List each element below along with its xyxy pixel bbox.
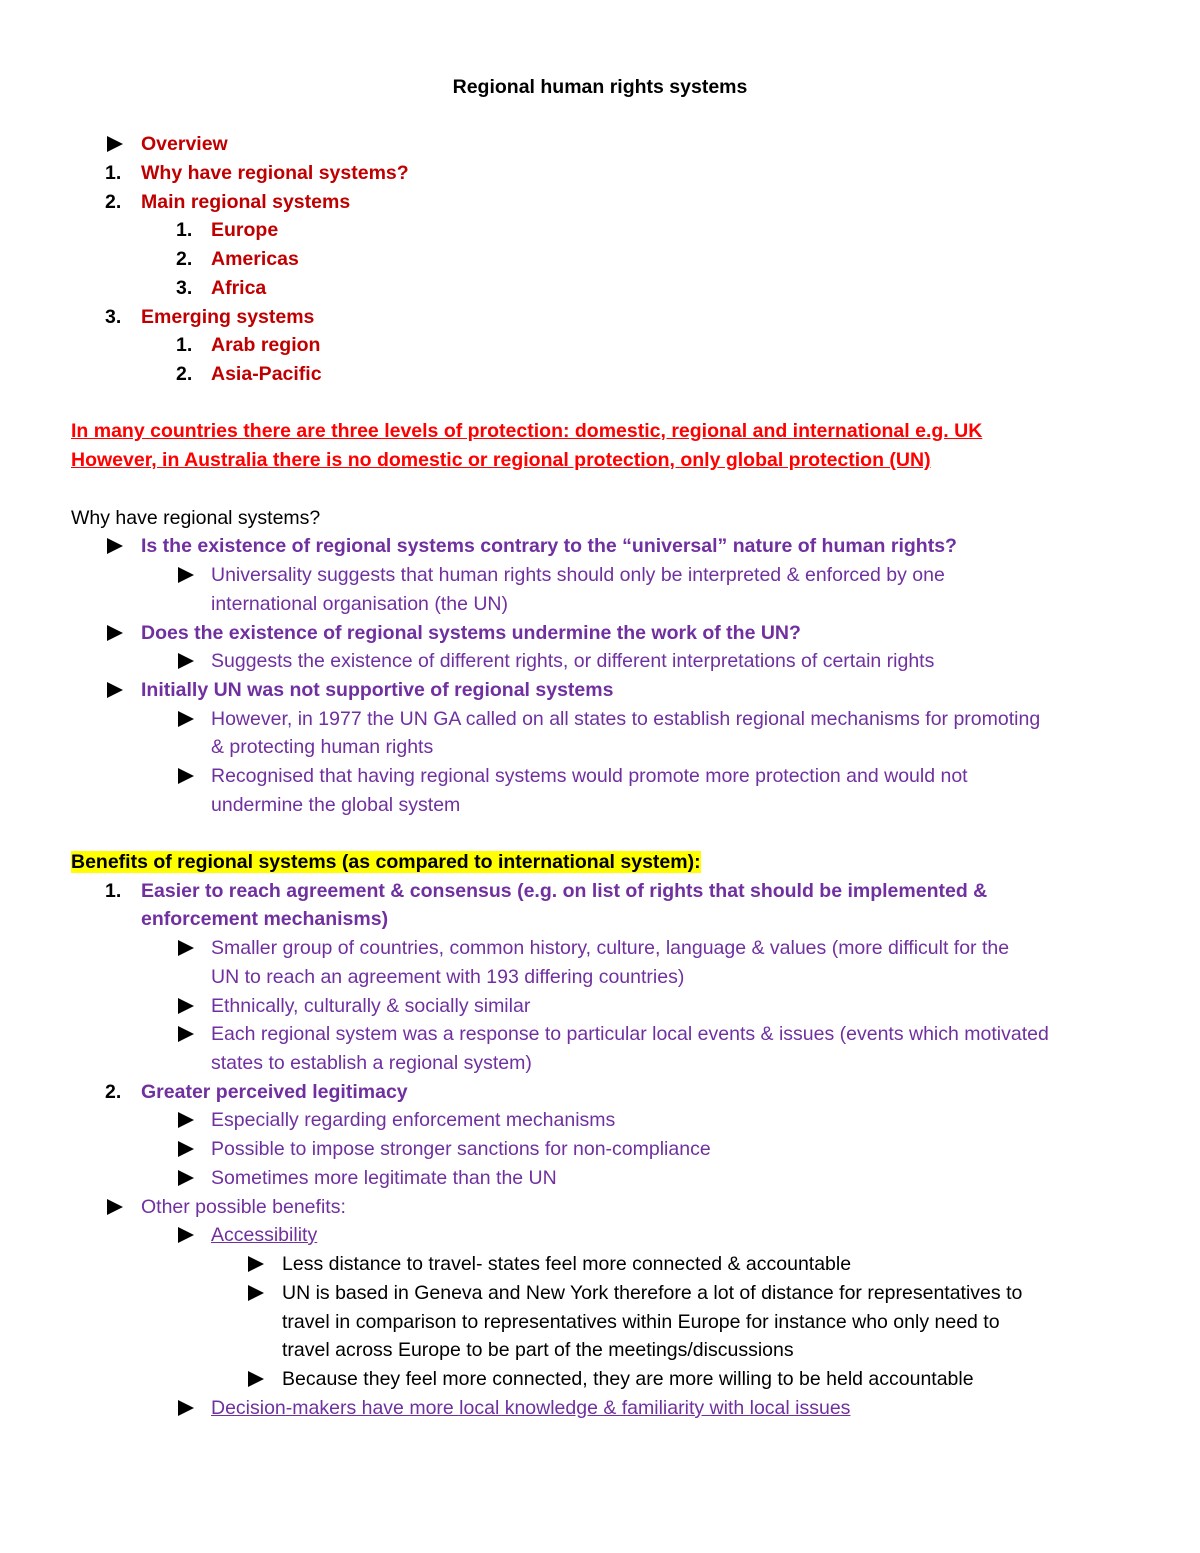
bullet-triangle-icon	[178, 653, 194, 669]
bullet-triangle-icon	[107, 625, 123, 641]
bullet-triangle-icon	[178, 1170, 194, 1186]
bullet-text: Recognised that having regional systems would promote more protection and would not	[211, 765, 968, 787]
bullet-triangle-icon	[107, 1199, 123, 1215]
bullet-triangle-icon	[107, 682, 123, 698]
bullet-triangle-icon	[178, 567, 194, 583]
bullet-text: Other possible benefits:	[141, 1196, 346, 1218]
bullet-triangle-icon	[178, 1141, 194, 1157]
outline-label: Africa	[211, 277, 267, 299]
section-heading: Why have regional systems?	[71, 507, 321, 529]
bullet-text: Because they feel more connected, they are more willing to be held accountable	[282, 1368, 974, 1390]
bullet-text: Decision-makers have more local knowledge & familiarity with local issues	[211, 1397, 851, 1419]
bullet-text: travel in comparison to representatives within Europe for instance who only need to	[282, 1311, 1000, 1333]
bullet-text: Universality suggests that human rights should only be interpreted & enforced by one	[211, 564, 945, 586]
bullet-triangle-icon	[178, 998, 194, 1014]
bullet-text: UN is based in Geneva and New York therefore a lot of distance for representatives to	[282, 1282, 1023, 1304]
list-number: 1.	[176, 219, 193, 241]
bullet-triangle-icon	[178, 1227, 194, 1243]
benefit-text: Easier to reach agreement & consensus (e.g. on list of rights that should be implemented &	[141, 880, 988, 902]
protection-note-line: However, in Australia there is no domestic or regional protection, only global protection (UN)	[71, 449, 931, 471]
bullet-triangle-icon	[248, 1256, 264, 1272]
bullet-triangle-icon	[248, 1285, 264, 1301]
outline-label: Main regional systems	[141, 191, 351, 213]
outline-label: Emerging systems	[141, 306, 315, 328]
list-number: 2.	[105, 191, 122, 213]
bullet-text: Smaller group of countries, common history, culture, language & values (more difficult for the	[211, 937, 1010, 959]
document-title: Regional human rights systems	[452, 76, 748, 98]
overview-label: Overview	[141, 133, 228, 155]
bullet-text: Suggests the existence of different rights, or different interpretations of certain rights	[211, 650, 935, 672]
bullet-text: & protecting human rights	[211, 736, 434, 758]
bullet-triangle-icon	[178, 1400, 194, 1416]
list-number: 2.	[176, 248, 193, 270]
outline-label: Arab region	[211, 334, 321, 356]
bullet-triangle-icon	[178, 1112, 194, 1128]
list-number: 1.	[176, 334, 193, 356]
outline-label: Why have regional systems?	[141, 162, 409, 184]
list-number: 1.	[105, 162, 122, 184]
list-number: 2.	[105, 1081, 122, 1103]
list-number: 3.	[176, 277, 193, 299]
bullet-triangle-icon	[178, 940, 194, 956]
benefit-text: Greater perceived legitimacy	[141, 1081, 408, 1103]
bullet-text: undermine the global system	[211, 794, 461, 816]
bullet-text: Each regional system was a response to particular local events & issues (events which motivated	[211, 1023, 1049, 1045]
benefit-text: enforcement mechanisms)	[141, 908, 389, 930]
section-heading	[71, 849, 701, 875]
question-text: Is the existence of regional systems contrary to the “universal” nature of human rights?	[141, 535, 957, 557]
bullet-triangle-icon	[178, 768, 194, 784]
outline-label: Asia-Pacific	[211, 363, 322, 385]
bullet-triangle-icon	[178, 1026, 194, 1042]
bullet-text: travel across Europe to be part of the meetings/discussions	[282, 1339, 794, 1361]
bullet-triangle-icon	[178, 711, 194, 727]
bullet-text: Less distance to travel- states feel more connected & accountable	[282, 1253, 852, 1275]
outline-label: Americas	[211, 248, 299, 270]
question-text: Does the existence of regional systems undermine the work of the UN?	[141, 622, 801, 644]
list-number: 3.	[105, 306, 122, 328]
list-number: 1.	[105, 880, 122, 902]
bullet-text: UN to reach an agreement with 193 differing countries)	[211, 966, 685, 988]
bullet-text: states to establish a regional system)	[211, 1052, 532, 1074]
bullet-text: Especially regarding enforcement mechanisms	[211, 1109, 616, 1131]
bullet-triangle-icon	[107, 136, 123, 152]
question-text: Initially UN was not supportive of regional systems	[141, 679, 614, 701]
accessibility-label: Accessibility	[211, 1224, 318, 1246]
bullet-text: international organisation (the UN)	[211, 593, 508, 615]
outline-label: Europe	[211, 219, 279, 241]
bullet-text: Sometimes more legitimate than the UN	[211, 1167, 557, 1189]
bullet-triangle-icon	[248, 1371, 264, 1387]
highlighted-heading: Benefits of regional systems (as compared to international system):	[71, 851, 701, 873]
bullet-text: Possible to impose stronger sanctions for non-compliance	[211, 1138, 711, 1160]
bullet-text: However, in 1977 the UN GA called on all states to establish regional mechanisms for promoting	[211, 708, 1041, 730]
protection-note-line: In many countries there are three levels of protection: domestic, regional and international e.g. UK	[71, 420, 983, 442]
list-number: 2.	[176, 363, 193, 385]
bullet-triangle-icon	[107, 538, 123, 554]
bullet-text: Ethnically, culturally & socially similar	[211, 995, 531, 1017]
